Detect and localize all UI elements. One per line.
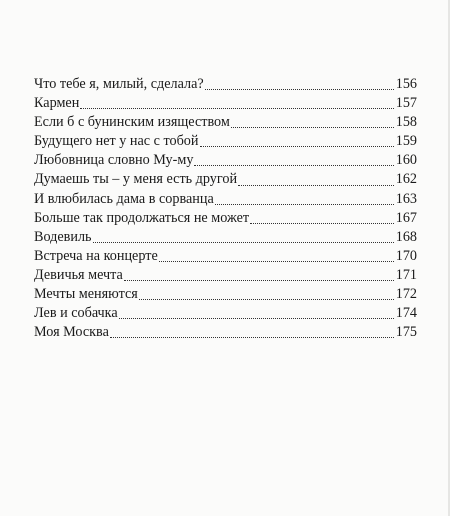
- toc-entry-title: Кармен: [34, 95, 80, 112]
- toc-entry-page: 168: [395, 228, 417, 245]
- toc-dot-leader: [119, 318, 394, 319]
- toc-entry: [34, 75, 417, 94]
- toc-entry: [34, 266, 417, 285]
- toc-entry: [34, 151, 417, 170]
- toc-dot-leader: [194, 165, 393, 166]
- toc-entry: [34, 190, 417, 209]
- toc-entry: [34, 323, 417, 342]
- toc-entry-title: Думаешь ты – у меня есть другой: [34, 171, 238, 188]
- toc-dot-leader: [250, 223, 394, 224]
- toc-entry-page: 175: [395, 324, 417, 341]
- toc-entry: [34, 285, 417, 304]
- toc-entry-page: 158: [395, 114, 417, 131]
- toc-entry: [34, 304, 417, 323]
- toc-dot-leader: [80, 108, 393, 109]
- toc-dot-leader: [215, 204, 394, 205]
- toc-entry-title: Лев и собачка: [34, 305, 118, 322]
- toc-entry-page: 171: [395, 266, 417, 283]
- toc-entry-title: Будущего нет у нас с тобой: [34, 133, 199, 150]
- toc-dot-leader: [110, 337, 394, 338]
- toc-entry-title: Водевиль: [34, 228, 92, 245]
- toc-entry-page: 174: [395, 305, 417, 322]
- toc-entry-page: 167: [395, 209, 417, 226]
- toc-dot-leader: [205, 89, 394, 90]
- toc-dot-leader: [93, 242, 394, 243]
- toc-entry-title: Мечты меняются: [34, 286, 138, 303]
- toc-entry-page: 156: [395, 76, 417, 92]
- toc-entry-title: Моя Москва: [34, 324, 109, 341]
- toc-entry-title: Что тебе я, милый, сделала?: [34, 76, 204, 92]
- toc-dot-leader: [200, 146, 394, 147]
- toc-entry-title: Любовница словно Му-му: [34, 152, 194, 169]
- toc-entry: [34, 132, 417, 151]
- toc-entry-page: 162: [395, 171, 417, 188]
- toc-entry-title: Больше так продолжаться не может: [34, 209, 250, 226]
- toc-dot-leader: [139, 299, 394, 300]
- toc-entry-page: 159: [395, 133, 417, 150]
- toc-entry-page: 170: [395, 247, 417, 264]
- toc-entry-page: 157: [395, 95, 417, 112]
- toc-entry: [34, 94, 417, 113]
- table-of-contents: [34, 75, 417, 342]
- toc-entry-page: 160: [395, 152, 417, 169]
- toc-entry-page: 172: [395, 286, 417, 303]
- toc-dot-leader: [159, 261, 394, 262]
- toc-entry: [34, 247, 417, 266]
- toc-entry-title: Девичья мечта: [34, 266, 123, 283]
- toc-entry: [34, 170, 417, 189]
- toc-entry: [34, 228, 417, 247]
- toc-dot-leader: [231, 127, 394, 128]
- toc-dot-leader: [238, 185, 394, 186]
- toc-entry-title: Встреча на концерте: [34, 247, 158, 264]
- toc-entry-page: 163: [395, 190, 417, 207]
- toc-entry-title: Если б с бунинским изяществом: [34, 114, 230, 131]
- toc-entry: [34, 209, 417, 228]
- toc-dot-leader: [124, 280, 394, 281]
- toc-entry-title: И влюбилась дама в сорванца: [34, 190, 214, 207]
- toc-entry: [34, 113, 417, 132]
